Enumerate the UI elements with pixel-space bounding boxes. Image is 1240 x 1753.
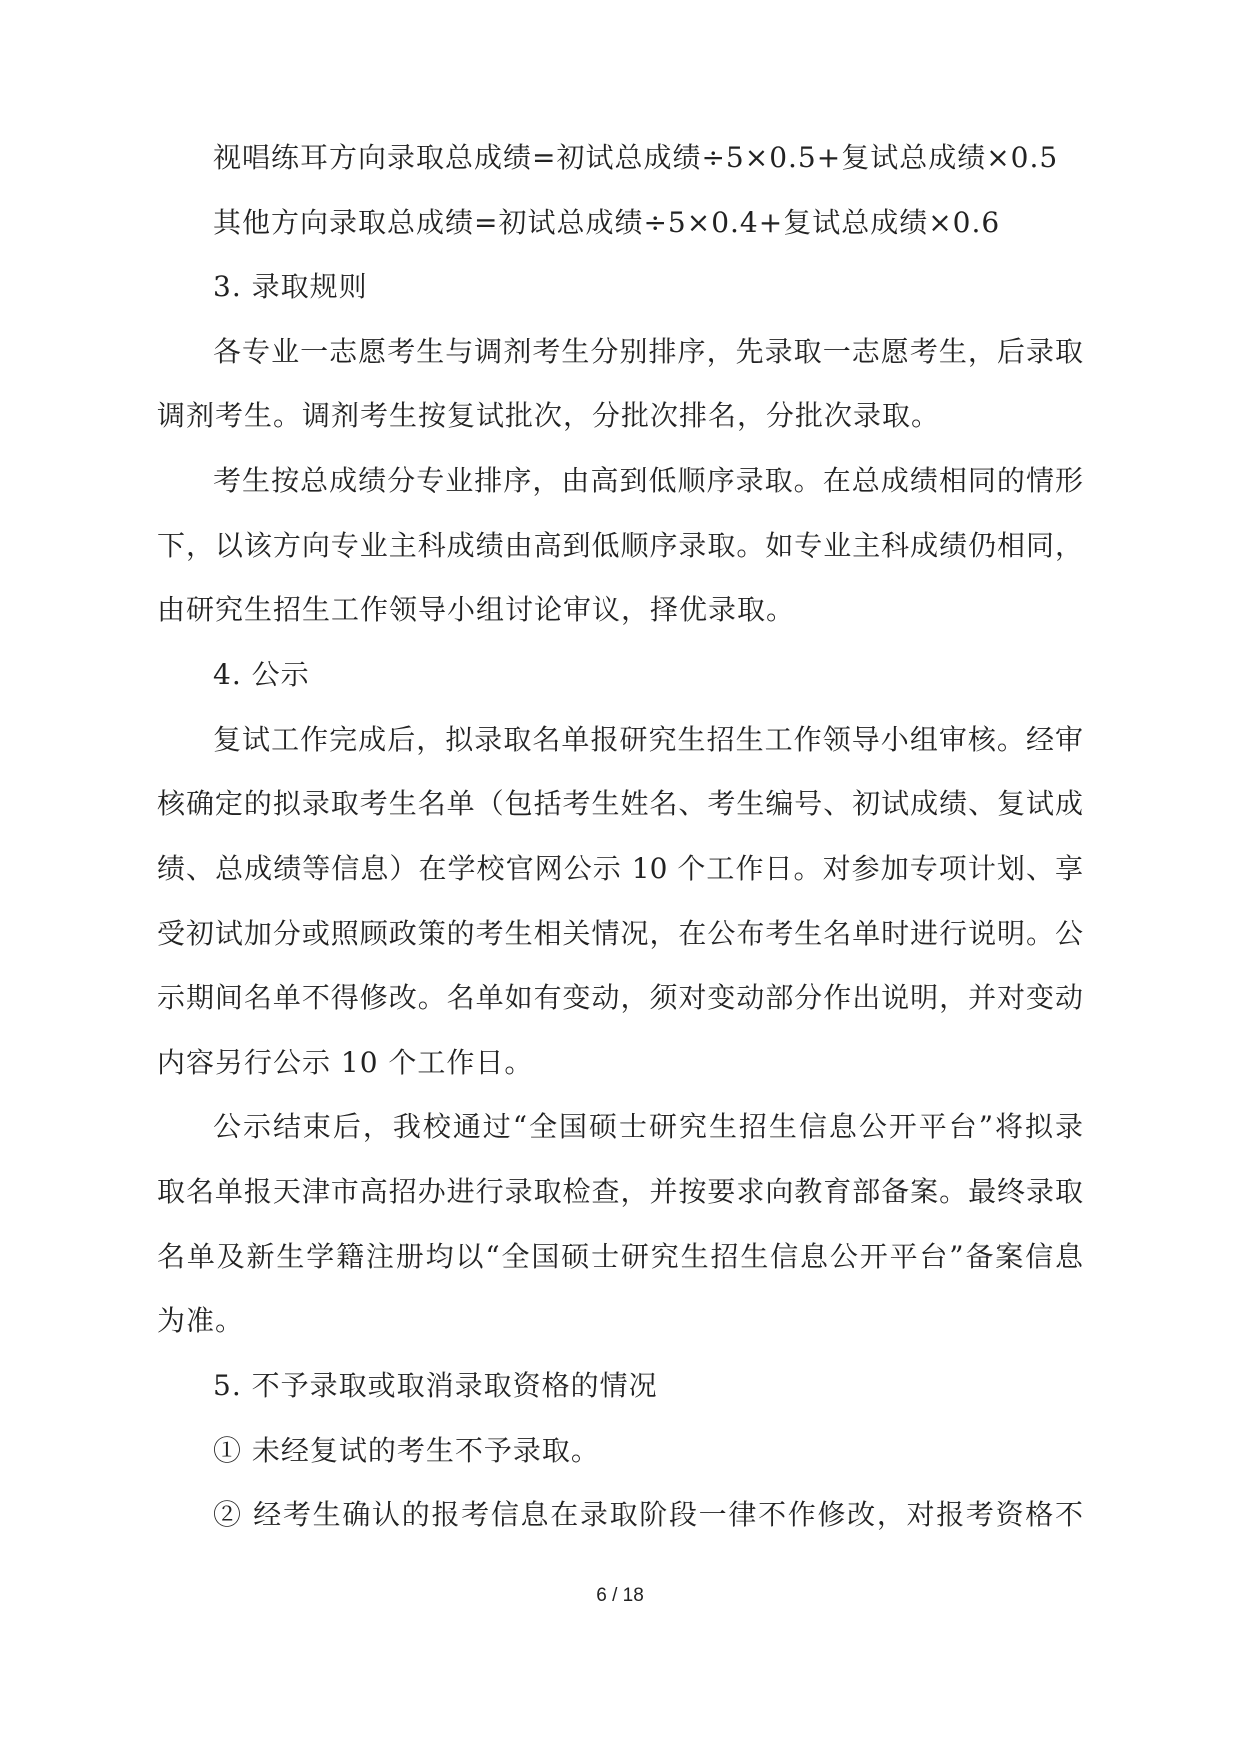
paragraph-line: 下，以该方向专业主科成绩由高到低顺序录取。如专业主科成绩仍相同， xyxy=(157,529,1083,562)
paragraph-line: 取名单报天津市高招办进行录取检查，并按要求向教育部备案。最终录取 xyxy=(157,1175,1083,1208)
paragraph-line: 各专业一志愿考生与调剂考生分别排序，先录取一志愿考生，后录取 xyxy=(213,335,1083,368)
paragraph-line: 由研究生招生工作领导小组讨论审议，择优录取。 xyxy=(157,593,796,626)
formula-line-other: 其他方向录取总成绩=初试总成绩÷5×0.4+复试总成绩×0.6 xyxy=(213,206,1001,239)
paragraph-line: 为准。 xyxy=(157,1304,245,1337)
section-heading-admission-rules: 3. 录取规则 xyxy=(213,270,368,303)
paragraph-line: 公示结束后，我校通过“全国硕士研究生招生信息公开平台”将拟录 xyxy=(213,1110,1083,1143)
paragraph-line: 考生按总成绩分专业排序，由高到低顺序录取。在总成绩相同的情形 xyxy=(213,464,1083,497)
paragraph-line: 绩、总成绩等信息）在学校官网公示 10 个工作日。对参加专项计划、享 xyxy=(157,852,1083,885)
list-item: ② 经考生确认的报考信息在录取阶段一律不作修改，对报考资格不 xyxy=(213,1498,1083,1531)
paragraph-line: 示期间名单不得修改。名单如有变动，须对变动部分作出说明，并对变动 xyxy=(157,981,1083,1014)
paragraph-line: 名单及新生学籍注册均以“全国硕士研究生招生信息公开平台”备案信息 xyxy=(157,1240,1083,1273)
paragraph-line: 受初试加分或照顾政策的考生相关情况，在公布考生名单时进行说明。公 xyxy=(157,917,1083,950)
paragraph-line: 调剂考生。调剂考生按复试批次，分批次排名，分批次录取。 xyxy=(157,399,941,432)
paragraph-line: 内容另行公示 10 个工作日。 xyxy=(157,1046,534,1079)
page-number: 6 / 18 xyxy=(596,1585,644,1606)
paragraph-line: 复试工作完成后，拟录取名单报研究生招生工作领导小组审核。经审 xyxy=(213,723,1083,756)
paragraph-line: 核确定的拟录取考生名单（包括考生姓名、考生编号、初试成绩、复试成 xyxy=(157,787,1083,820)
section-heading-publicity: 4. 公示 xyxy=(213,658,310,691)
section-heading-disqualification: 5. 不予录取或取消录取资格的情况 xyxy=(213,1369,658,1402)
formula-line-solfeggio: 视唱练耳方向录取总成绩=初试总成绩÷5×0.5+复试总成绩×0.5 xyxy=(213,141,1059,174)
list-item: ① 未经复试的考生不予录取。 xyxy=(213,1434,600,1467)
